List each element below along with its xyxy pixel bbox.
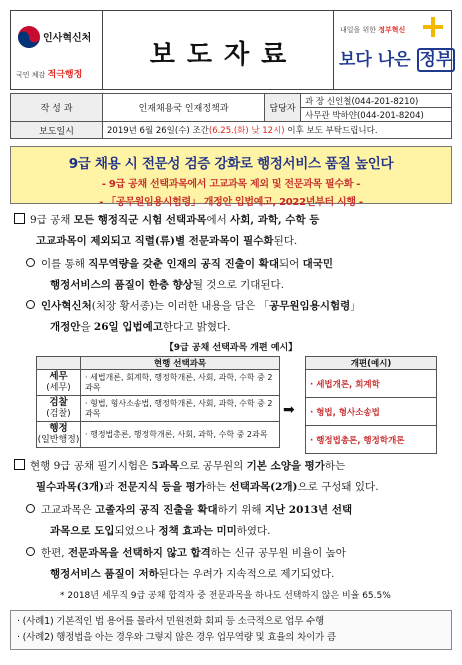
case-example-1: · (사례1) 기본적인 법 용어를 몰라서 민원전화 회피 등 소극적으로 업무 수행	[17, 616, 325, 627]
p4-bold-2: 기본 소양을 평가	[246, 460, 325, 472]
category-cell	[37, 396, 81, 422]
table-row	[306, 426, 437, 454]
headline-box	[10, 146, 452, 208]
headline-main: 9급 채용 시 전문성 검증 강화로 행정서비스 품질 높인다	[68, 156, 394, 172]
circle-bullet-icon	[26, 300, 35, 309]
p4-text-2: 으로 공무원의	[179, 460, 247, 472]
case-example-2: · (사례2) 행정법을 아는 경우와 그렇지 않은 경우 업무역량 및 효율의 차이가 큼	[17, 632, 336, 643]
new-subjects-cell: · 세법개론, 회계학	[306, 370, 437, 398]
paragraph-6	[26, 543, 450, 585]
category-name: 행정	[49, 423, 68, 434]
p5-text-4: 하였다.	[236, 525, 271, 537]
p3-bold-4: 26일 입법예고	[93, 321, 163, 333]
headline-sub-1: - 9급 공채 선택과목에서 고교과목 제외 및 전문과목 필수화 -	[101, 179, 361, 190]
p4-bold-5: 선택과목(2개)	[229, 481, 298, 493]
p5-bold-4: 정책 효과는 미미	[158, 525, 237, 537]
writer-value: 인재채용국 인재정책과	[103, 94, 265, 122]
current-subjects-table	[36, 356, 280, 448]
p3-bold-1: 인사혁신처	[41, 300, 92, 312]
ministry-name: 인사혁신처	[43, 33, 92, 44]
manager-contact-1: 과 장 신인철(044-201-8210)	[301, 94, 452, 108]
taegeuk-emblem-icon	[17, 25, 41, 49]
p1-bold-1: 모든 행정직군 시험 선택과목	[73, 214, 207, 226]
slogan-small	[340, 25, 405, 35]
reform-table-caption: 【9급 공채 선택과목 개편 예시】	[164, 343, 298, 353]
writer-label: 작 성 과	[11, 94, 103, 122]
paragraph-3	[26, 296, 450, 338]
p2-bold-3: 행정서비스의 품질이 한층 향상	[50, 279, 193, 291]
date-suffix: 이후 보도 부탁드립니다.	[284, 126, 378, 136]
p4-text-4: 과	[103, 481, 118, 493]
p6-text-2: 하는 신규 공무원 비율이 높아	[210, 547, 346, 559]
current-table-corner	[37, 357, 81, 370]
circle-bullet-icon	[26, 258, 35, 267]
slogan-big-em: 정부	[417, 48, 456, 72]
p4-bold-1: 5과목	[151, 460, 180, 472]
p2-text-1: 이를 통해	[41, 258, 89, 270]
table-row	[306, 370, 437, 398]
current-subjects-cell: · 형법, 형사소송법, 행정학개론, 사회, 과학, 수학 중 2과목	[81, 396, 280, 422]
p2-text-3: 될 것으로 기대된다.	[192, 279, 284, 291]
active-admin-accent: 적극행정	[47, 70, 83, 80]
p4-text-3: 하는	[324, 460, 346, 472]
p1-text-2: 에서	[206, 214, 231, 226]
p4-text-1: 현행 9급 공채 필기시험은	[30, 460, 152, 472]
paragraph-2	[26, 254, 450, 296]
table-row	[37, 396, 280, 422]
square-bullet-icon	[14, 459, 25, 470]
new-subjects-cell: · 형법, 형사소송법	[306, 398, 437, 426]
case-examples-box	[10, 610, 452, 650]
category-sub: (일반행정)	[37, 435, 80, 445]
p5-text-3: 되었으나	[114, 525, 159, 537]
table-row	[37, 422, 280, 448]
date-embargo: (6.25.(화) 낮 12시)	[208, 126, 285, 136]
table-row	[306, 398, 437, 426]
p3-bold-3: 개정안	[50, 321, 81, 333]
slogan-big-prefix: 보다 나은	[339, 50, 417, 70]
slogan-big	[339, 45, 455, 70]
p3-text-4: 한다고 밝혔다.	[162, 321, 231, 333]
p5-text-2: 하기 위해	[217, 504, 265, 516]
category-sub: (검찰)	[46, 409, 71, 419]
footnote: * 2018년 세무직 9급 공채 합격자 중 전문과목을 하나도 선택하지 않은 비율 65.5%	[60, 591, 391, 601]
p5-bold-3: 과목으로 도입	[50, 525, 115, 537]
p1-bold-3: 고교과목이 제외되고 직렬(류)별 전문과목이 필수화	[36, 235, 274, 247]
category-sub: (세무)	[46, 383, 71, 393]
press-info-table	[10, 93, 452, 139]
new-subjects-cell: · 행정법총론, 행정학개론	[306, 426, 437, 454]
p5-text-1: 고교과목은	[41, 504, 96, 516]
paragraph-5	[26, 500, 450, 542]
p2-bold-1: 직무역량을 갖춘 인재의 공직 진출이 확대	[88, 258, 279, 270]
category-cell	[37, 370, 81, 396]
active-admin-prefix: 국민 체감	[16, 71, 48, 79]
current-subjects-cell: · 행정법총론, 행정학개론, 사회, 과학, 수학 중 2과목	[81, 422, 280, 448]
plus-icon	[423, 17, 443, 37]
headline-sub-2: - 「공무원임용시험령」 개정안 입법예고, 2022년부터 시행 -	[99, 197, 363, 208]
current-subjects-header: 현행 선택과목	[81, 357, 280, 370]
category-name: 검찰	[49, 397, 68, 408]
p6-text-3: 된다는 우려가 지속적으로 제기되었다.	[158, 568, 335, 580]
p6-bold-2: 행정서비스 품질이 저하	[50, 568, 159, 580]
circle-bullet-icon	[26, 504, 35, 513]
p1-text-3: 된다.	[273, 235, 298, 247]
current-subjects-cell: · 세법개론, 회계학, 행정학개론, 사회, 과학, 수학 중 2과목	[81, 370, 280, 396]
slogan-small-red: 정부혁신	[378, 26, 406, 34]
date-label: 보도일시	[11, 122, 103, 139]
p4-text-5: 하는	[205, 481, 230, 493]
p4-bold-3: 필수과목(3개)	[36, 481, 104, 493]
p4-text-6: 으로 구성돼 있다.	[297, 481, 379, 493]
date-value	[103, 122, 452, 139]
p2-text-2: 되어	[278, 258, 303, 270]
p1-bold-2: 사회, 과학, 수학 등	[230, 214, 320, 226]
p1-text-1: 9급 공채	[30, 214, 74, 226]
p3-text-3: 을	[80, 321, 94, 333]
date-prefix: 2019년 6월 26일(수) 조간	[107, 126, 209, 136]
press-title: 보도자료	[149, 40, 299, 70]
right-arrow-icon: ➡	[283, 402, 295, 418]
p3-text-1: (처장 황서종)는 이러한 내용을 담은 「	[91, 300, 270, 312]
p6-text-1: 한편,	[41, 547, 68, 559]
category-name: 세무	[49, 371, 68, 382]
p6-bold-1: 전문과목을 선택하지 않고 합격	[67, 547, 211, 559]
ministry-logo-area	[10, 10, 102, 90]
slogan-logo-area	[334, 10, 452, 90]
press-title-area	[102, 10, 334, 90]
category-cell	[37, 422, 81, 448]
active-admin-logo	[16, 67, 82, 80]
press-header	[10, 10, 452, 90]
new-subjects-header: 개편(예시)	[306, 357, 437, 370]
slogan-small-prefix: 내일을 위한	[340, 26, 379, 34]
circle-bullet-icon	[26, 547, 35, 556]
manager-contact-2: 사무관 박하얀(044-201-8204)	[301, 108, 452, 122]
manager-label: 담당자	[265, 94, 301, 122]
p5-bold-2: 지난 2013년 선택	[264, 504, 353, 516]
p5-bold-1: 고졸자의 공직 진출을 확대	[95, 504, 218, 516]
new-subjects-table	[305, 356, 437, 454]
square-bullet-icon	[14, 213, 25, 224]
p4-bold-4: 전문지식 등을 평가	[117, 481, 206, 493]
paragraph-4	[14, 456, 450, 498]
p2-bold-2: 대국민	[302, 258, 334, 270]
paragraph-1	[14, 210, 450, 252]
table-row	[37, 370, 280, 396]
p3-text-2: 」	[350, 300, 361, 312]
p3-bold-2: 공무원임용시험령	[269, 300, 351, 312]
